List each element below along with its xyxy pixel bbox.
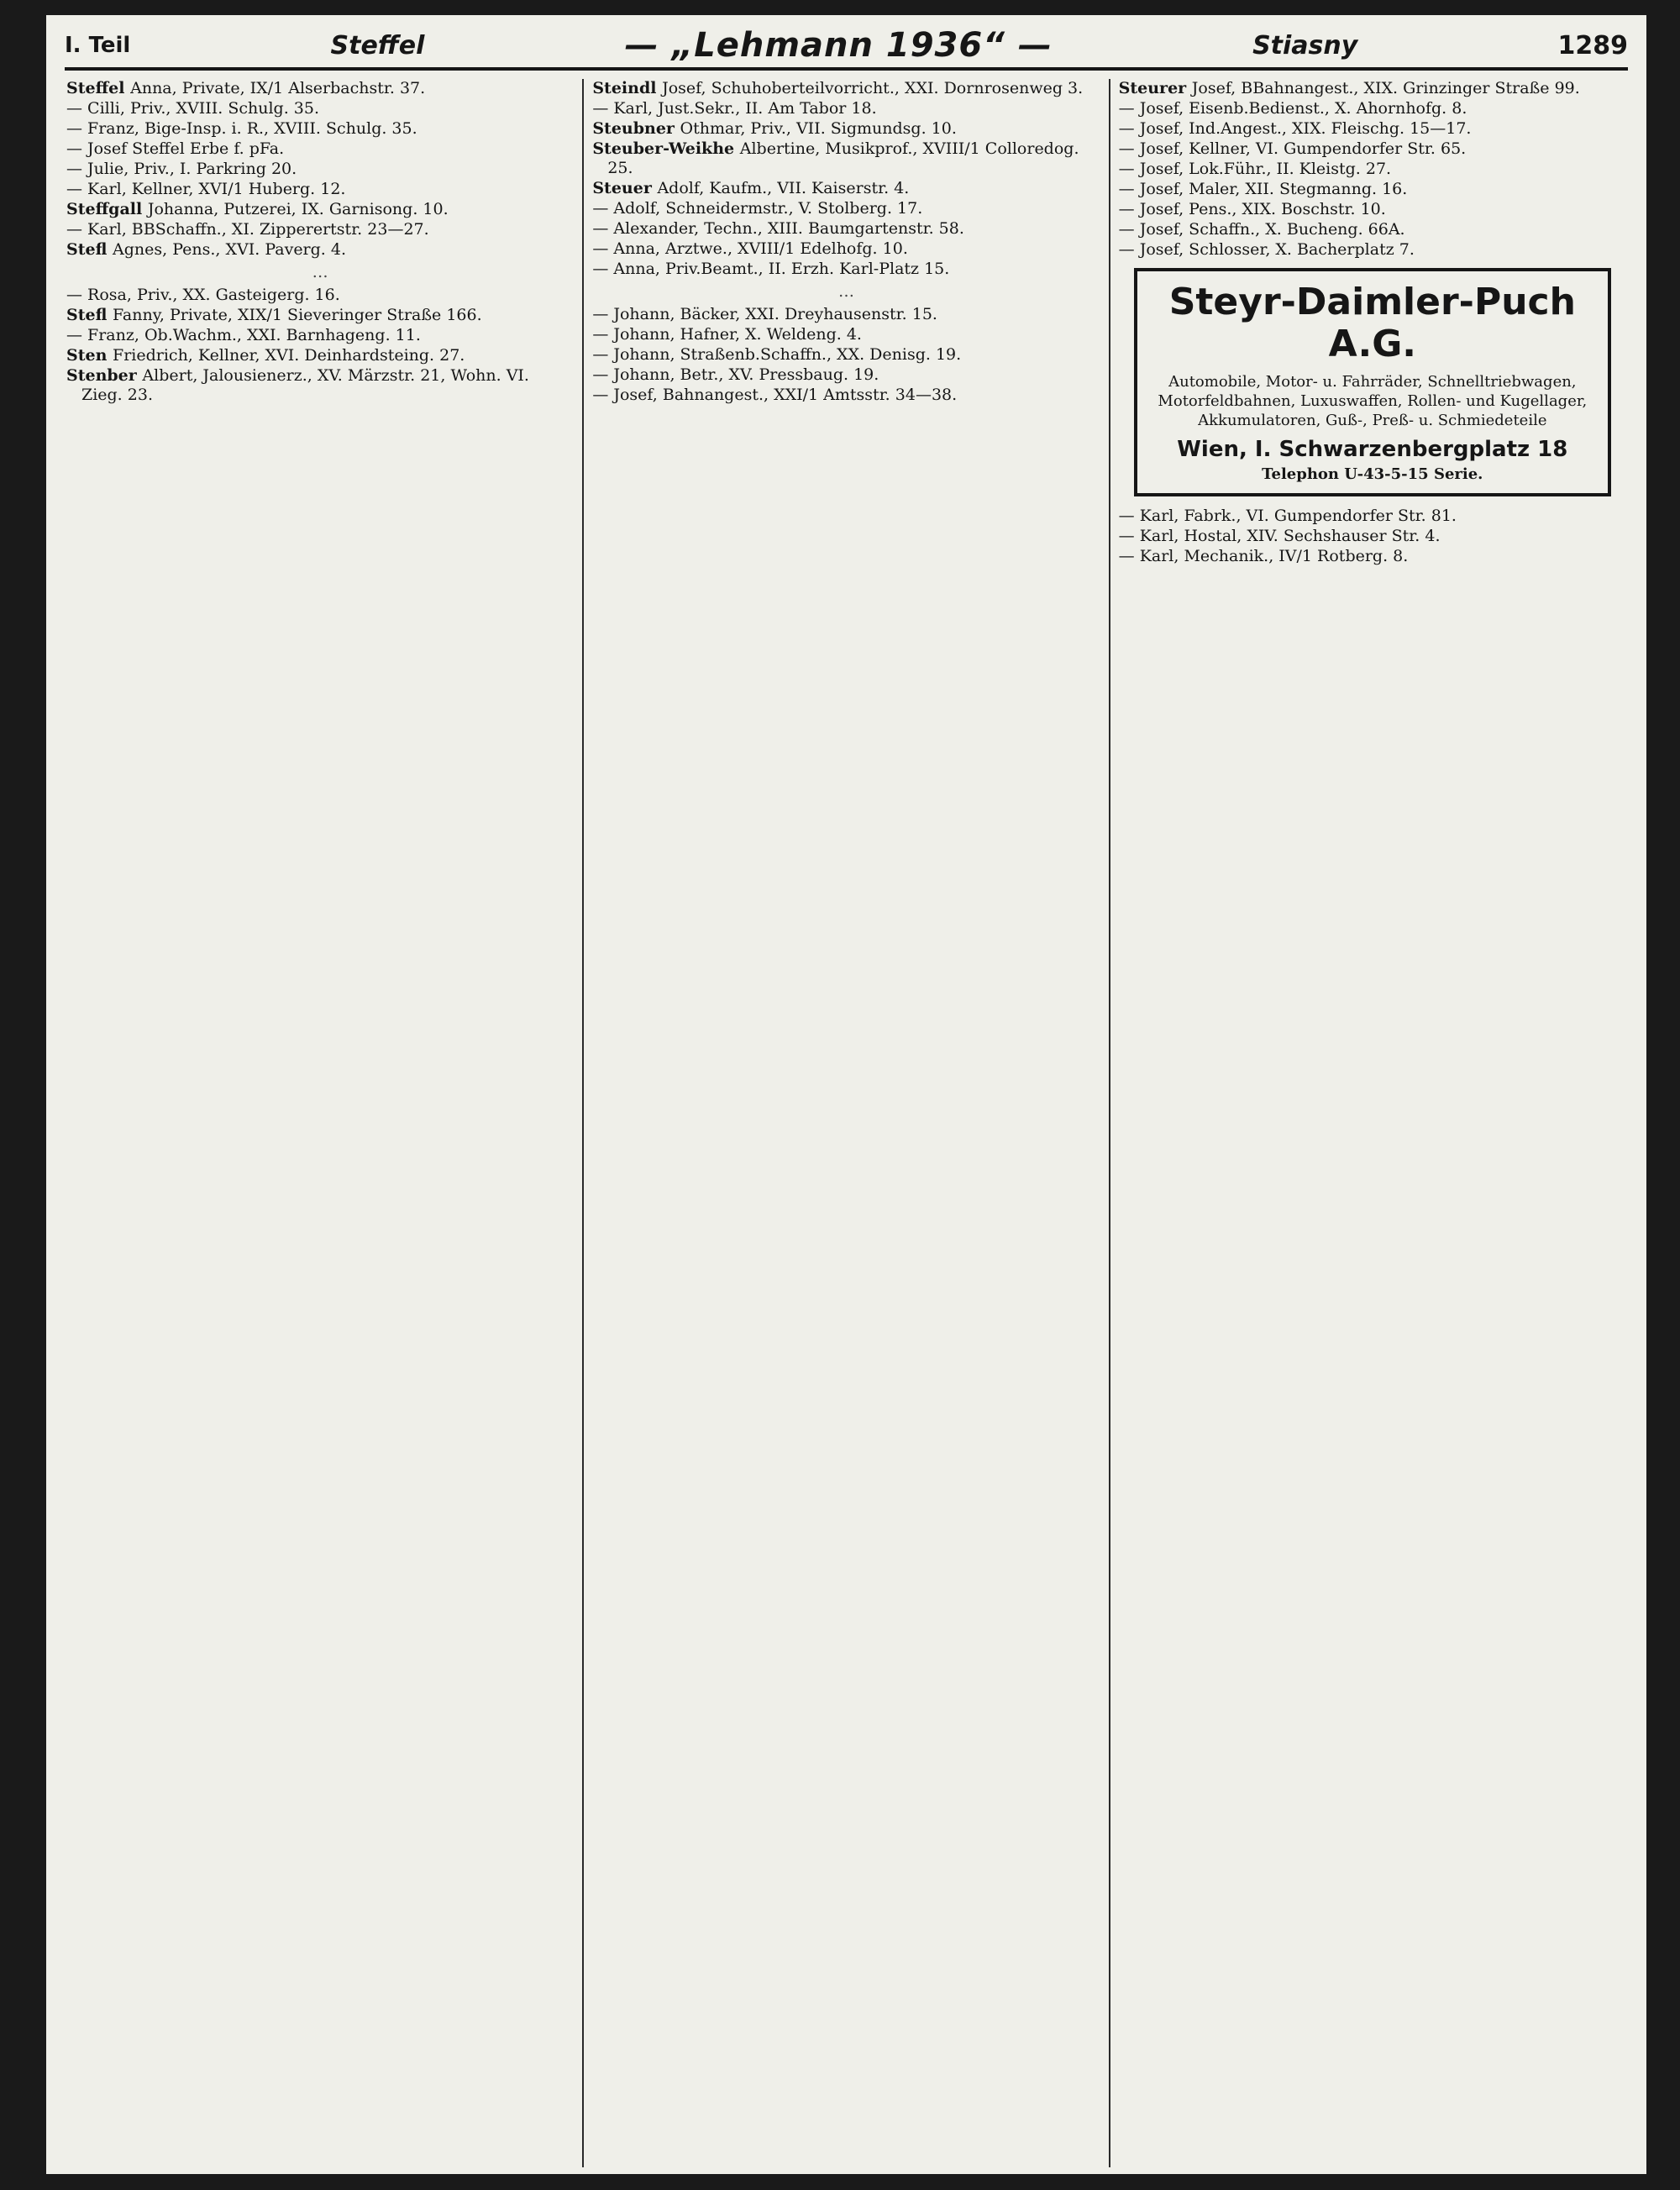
entry-text: — Josef, Maler, XII. Stegmanng. 16. (1118, 180, 1408, 198)
entry-surname: Steuer (592, 179, 658, 197)
directory-entry (66, 286, 574, 305)
directory-entry (66, 306, 574, 325)
entry-text: — Karl, Mechanik., IV/1 Rotberg. 8. (1118, 547, 1409, 565)
entry-text: — Karl, Hostal, XIV. Sechshauser Str. 4. (1118, 527, 1441, 545)
directory-entry (592, 179, 1100, 198)
entry-text: — Johann, Betr., XV. Pressbaug. 19. (592, 365, 879, 384)
advertisement-box (1134, 268, 1611, 496)
directory-entry (1119, 139, 1626, 159)
directory-entry (1119, 200, 1626, 219)
entry-text: — Josef, Schaffn., X. Bucheng. 66A. (1118, 220, 1405, 239)
page-number: 1289 (1557, 30, 1628, 60)
entry-text: — Josef, Schlosser, X. Bacherplatz 7. (1118, 240, 1415, 259)
directory-entry (66, 220, 574, 239)
directory-entry (592, 79, 1100, 98)
entry-text: — Karl, Fabrk., VI. Gumpendorfer Str. 81. (1118, 507, 1457, 525)
entry-text: — Johann, Hafner, X. Weldeng. 4. (592, 325, 862, 344)
entry-text: Albert, Jalousienerz., XV. Märzstr. 21, Wohn. VI. Zieg. 23. (81, 366, 529, 404)
entry-text: Adolf, Kaufm., VII. Kaiserstr. 4. (657, 179, 910, 197)
directory-entry (592, 260, 1100, 279)
entry-surname: Steubner (592, 119, 680, 138)
entry-text: Josef, BBahnangest., XIX. Grinzinger Straße 99. (1191, 79, 1580, 97)
entry-text: — Karl, Just.Sekr., II. Am Tabor 18. (592, 99, 877, 118)
directory-entry (66, 326, 574, 345)
entry-text: Friedrich, Kellner, XVI. Deinhardsteing. 27. (113, 346, 465, 365)
entry-text: — Karl, BBSchaffn., XI. Zipperertstr. 23—27. (66, 220, 429, 239)
column-1 (58, 79, 582, 2167)
directory-entry (592, 139, 1100, 178)
entry-text: — Johann, Straßenb.Schaffn., XX. Denisg. 19. (592, 345, 962, 364)
ad-phone: Telephon U-43-5-15 Serie. (1262, 465, 1483, 483)
page-header (65, 24, 1628, 71)
entry-surname: Steurer (1118, 79, 1192, 97)
entry-text: Josef, Schuhoberteilvorricht., XXI. Dornrosenweg 3. (662, 79, 1084, 97)
first-word: Steffel (330, 30, 425, 60)
entry-surname: Steffgall (66, 200, 148, 218)
entry-text: — Josef, Eisenb.Bedienst., X. Ahornhofg. 8. (1118, 99, 1467, 118)
directory-entry (1119, 220, 1626, 239)
directory-entry (66, 139, 574, 159)
ad-text: Automobile, Motor- u. Fahrräder, Schnelltriebwagen, Motorfeldbahnen, Luxuswaffen, Rollen- und Kugellager, Akkumulatoren, Guß-, Preß- u. Schmiedeteile (1158, 373, 1588, 429)
entry-text: Anna, Private, IX/1 Alserbachstr. 37. (130, 79, 426, 97)
directory-entry (66, 240, 574, 260)
directory-entry (592, 325, 1100, 344)
directory-entry (592, 345, 1100, 365)
entry-text: — Josef, Pens., XIX. Boschstr. 10. (1118, 200, 1386, 218)
gap-marker: … (312, 263, 328, 281)
entry-text: — Johann, Bäcker, XXI. Dreyhausenstr. 15. (592, 305, 937, 323)
entry-text: — Anna, Arztwe., XVIII/1 Edelhofg. 10. (592, 239, 908, 258)
entry-surname: Stefl (66, 306, 113, 324)
directory-entry (1119, 99, 1626, 118)
column-3 (1109, 79, 1635, 2167)
directory-entry (66, 366, 574, 405)
directory-entry (592, 99, 1100, 118)
entry-text: — Karl, Kellner, XVI/1 Huberg. 12. (66, 180, 346, 198)
directory-entry (592, 119, 1100, 139)
entry-surname: Stenber (66, 366, 143, 385)
entry-text: Johanna, Putzerei, IX. Garnisong. 10. (147, 200, 449, 218)
directory-entry (1119, 240, 1626, 260)
entry-text: — Rosa, Priv., XX. Gasteigerg. 16. (66, 286, 340, 304)
entry-text: — Adolf, Schneidermstr., V. Stolberg. 17. (592, 199, 923, 218)
directory-entry (1119, 547, 1626, 566)
entry-text: — Franz, Bige-Insp. i. R., XVIII. Schulg. 35. (66, 119, 417, 138)
entry-text: — Josef Steffel Erbe f. pFa. (66, 139, 285, 158)
column-2 (582, 79, 1108, 2167)
entry-surname: Sten (66, 346, 113, 365)
entry-text: — Josef, Bahnangest., XXI/1 Amtsstr. 34—38. (592, 386, 958, 404)
entry-text: — Alexander, Techn., XIII. Baumgartenstr. 58. (592, 219, 964, 238)
directory-entry (592, 239, 1100, 259)
page-title: — „Lehmann 1936“ — (624, 26, 1053, 65)
last-word: Stiasny (1252, 30, 1358, 60)
entry-text: Albertine, Musikprof., XVIII/1 Colloredog. 25. (607, 139, 1079, 177)
entry-surname: Steindl (592, 79, 663, 97)
entry-text: Fanny, Private, XIX/1 Sieveringer Straße 166. (113, 306, 482, 324)
directory-entry (1119, 79, 1626, 98)
directory-columns (58, 79, 1635, 2167)
directory-entry (592, 305, 1100, 324)
directory-entry (66, 99, 574, 118)
part-label: I. Teil (65, 33, 131, 58)
entry-text: — Julie, Priv., I. Parkring 20. (66, 160, 297, 178)
entry-text: — Josef, Ind.Angest., XIX. Fleischg. 15—17. (1118, 119, 1472, 138)
directory-entry (66, 180, 574, 199)
entry-text: — Cilli, Priv., XVIII. Schulg. 35. (66, 99, 320, 118)
entry-surname: Steffel (66, 79, 131, 97)
entry-text: — Anna, Priv.Beamt., II. Erzh. Karl-Platz 15. (592, 260, 950, 278)
gap-marker: … (837, 282, 854, 301)
entry-text: — Josef, Lok.Führ., II. Kleistg. 27. (1118, 160, 1392, 178)
directory-entry (66, 79, 574, 98)
directory-entry (1119, 119, 1626, 139)
entry-text: — Franz, Ob.Wachm., XXI. Barnhageng. 11. (66, 326, 421, 344)
directory-entry (66, 119, 574, 139)
directory-page (46, 15, 1646, 2174)
directory-entry (1119, 180, 1626, 199)
ad-address: Wien, I. Schwarzenbergplatz 18 (1177, 437, 1568, 462)
ad-title: Steyr-Daimler-Puch A.G. (1168, 281, 1576, 365)
entry-text: Agnes, Pens., XVI. Paverg. 4. (113, 240, 347, 259)
entry-surname: Steuber-Weikhe (592, 139, 740, 158)
directory-entry (1119, 507, 1626, 526)
directory-entry (592, 219, 1100, 239)
entry-surname: Stefl (66, 240, 113, 259)
directory-entry (66, 160, 574, 179)
directory-entry (66, 346, 574, 365)
directory-entry (592, 386, 1100, 405)
directory-entry (592, 365, 1100, 385)
directory-entry (66, 200, 574, 219)
directory-entry (1119, 527, 1626, 546)
directory-entry (1119, 160, 1626, 179)
directory-entry (592, 199, 1100, 218)
entry-text: — Josef, Kellner, VI. Gumpendorfer Str. 65. (1118, 139, 1467, 158)
entry-text: Othmar, Priv., VII. Sigmundsg. 10. (680, 119, 957, 138)
